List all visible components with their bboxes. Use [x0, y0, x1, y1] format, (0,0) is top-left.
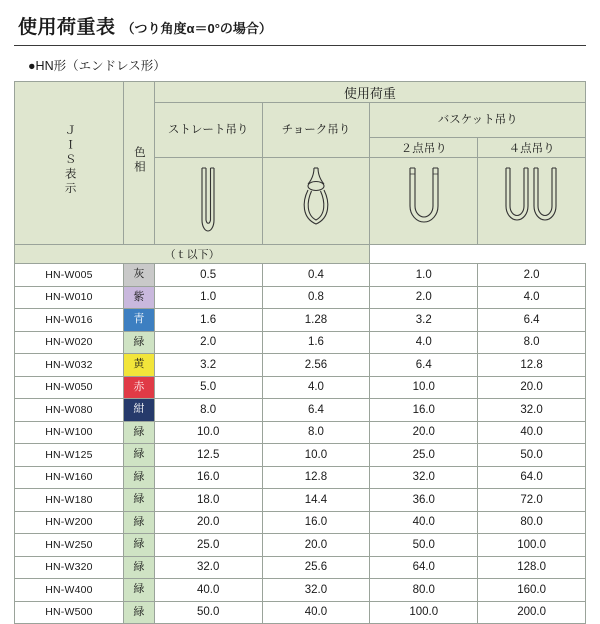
cell-choke-load: 14.4 — [262, 489, 370, 512]
basket-2point-sling-icon — [370, 158, 477, 244]
cell-color-swatch — [123, 511, 154, 534]
cell-color-swatch — [123, 331, 154, 354]
color-chip: 黄 — [124, 354, 154, 376]
cell-basket-4point-load: 100.0 — [478, 534, 586, 557]
header-jis — [15, 82, 124, 245]
cell-choke-load: 2.56 — [262, 354, 370, 377]
color-chip: 緑 — [124, 602, 154, 624]
cell-jis-model: HN-W010 — [15, 286, 124, 309]
cell-basket-4point-load: 4.0 — [478, 286, 586, 309]
table-row — [15, 489, 586, 512]
color-chip: 緑 — [124, 422, 154, 444]
cell-straight-load: 2.0 — [154, 331, 262, 354]
cell-straight-load: 1.6 — [154, 309, 262, 332]
cell-choke-load: 0.8 — [262, 286, 370, 309]
cell-choke-load: 1.6 — [262, 331, 370, 354]
cell-basket-2point-load: 10.0 — [370, 376, 478, 399]
cell-basket-2point-load: 1.0 — [370, 264, 478, 287]
cell-jis-model: HN-W400 — [15, 579, 124, 602]
cell-color-swatch — [123, 579, 154, 602]
cell-choke-load: 40.0 — [262, 601, 370, 624]
cell-basket-2point-load: 64.0 — [370, 556, 478, 579]
cell-basket-4point-load: 12.8 — [478, 354, 586, 377]
cell-jis-model: HN-W160 — [15, 466, 124, 489]
cell-basket-4point-load: 32.0 — [478, 399, 586, 422]
title-divider — [14, 45, 586, 46]
table-row — [15, 376, 586, 399]
header-usable-load: 使用荷重 — [154, 82, 585, 103]
cell-basket-2point-load: 16.0 — [370, 399, 478, 422]
table-row — [15, 534, 586, 557]
cell-choke-load: 16.0 — [262, 511, 370, 534]
table-row — [15, 309, 586, 332]
cell-basket-2point-load: 6.4 — [370, 354, 478, 377]
cell-basket-4point-load: 2.0 — [478, 264, 586, 287]
color-chip: 緑 — [124, 467, 154, 489]
cell-basket-2point-load: 20.0 — [370, 421, 478, 444]
cell-basket-4point-load: 40.0 — [478, 421, 586, 444]
color-chip: 緑 — [124, 512, 154, 534]
cell-basket-2point-load: 80.0 — [370, 579, 478, 602]
cell-color-swatch — [123, 376, 154, 399]
cell-color-swatch — [123, 601, 154, 624]
table-row — [15, 354, 586, 377]
cell-basket-4point-load: 128.0 — [478, 556, 586, 579]
cell-straight-load: 8.0 — [154, 399, 262, 422]
cell-straight-load: 25.0 — [154, 534, 262, 557]
cell-basket-4point-load: 200.0 — [478, 601, 586, 624]
cell-choke-load: 25.6 — [262, 556, 370, 579]
cell-basket-4point-load: 64.0 — [478, 466, 586, 489]
header-color — [123, 82, 154, 245]
cell-straight-load: 5.0 — [154, 376, 262, 399]
cell-basket-2point-load: 50.0 — [370, 534, 478, 557]
cell-straight-load: 20.0 — [154, 511, 262, 534]
cell-jis-model: HN-W200 — [15, 511, 124, 534]
basket-4point-illustration — [478, 158, 586, 245]
straight-sling-icon — [155, 158, 262, 244]
header-jis-label: ＪＩＳ表示 — [63, 123, 76, 197]
cell-choke-load: 10.0 — [262, 444, 370, 467]
cell-basket-2point-load: 25.0 — [370, 444, 478, 467]
header-color-label: 色相 — [132, 145, 145, 175]
cell-basket-2point-load: 3.2 — [370, 309, 478, 332]
color-chip: 緑 — [124, 444, 154, 466]
load-capacity-table — [14, 81, 586, 624]
cell-jis-model: HN-W180 — [15, 489, 124, 512]
cell-jis-model: HN-W032 — [15, 354, 124, 377]
cell-color-swatch — [123, 264, 154, 287]
table-row — [15, 601, 586, 624]
straight-sling-illustration — [154, 158, 262, 245]
table-body — [15, 264, 586, 624]
cell-basket-4point-load: 6.4 — [478, 309, 586, 332]
header-basket: バスケット吊り — [370, 103, 586, 138]
cell-straight-load: 40.0 — [154, 579, 262, 602]
cell-color-swatch — [123, 354, 154, 377]
cell-color-swatch — [123, 421, 154, 444]
cell-jis-model: HN-W020 — [15, 331, 124, 354]
cell-color-swatch — [123, 399, 154, 422]
cell-color-swatch — [123, 444, 154, 467]
table-row — [15, 264, 586, 287]
cell-color-swatch — [123, 466, 154, 489]
cell-jis-model: HN-W100 — [15, 421, 124, 444]
cell-choke-load: 4.0 — [262, 376, 370, 399]
cell-straight-load: 50.0 — [154, 601, 262, 624]
color-chip: 緑 — [124, 332, 154, 354]
choke-sling-illustration — [262, 158, 370, 245]
choke-sling-icon — [263, 158, 370, 244]
header-basket-4point: ４点吊り — [478, 138, 586, 158]
cell-basket-4point-load: 72.0 — [478, 489, 586, 512]
table-row — [15, 286, 586, 309]
page-title — [14, 10, 586, 45]
cell-jis-model: HN-W080 — [15, 399, 124, 422]
table-row — [15, 579, 586, 602]
basket-2point-illustration — [370, 158, 478, 245]
header-choke: チョーク吊り — [262, 103, 370, 158]
color-chip: 青 — [124, 309, 154, 331]
cell-basket-4point-load: 50.0 — [478, 444, 586, 467]
cell-straight-load: 0.5 — [154, 264, 262, 287]
table-row — [15, 444, 586, 467]
title-main-text: 使用荷重表 — [18, 17, 116, 38]
color-chip: 緑 — [124, 489, 154, 511]
unit-note: （ｔ以下） — [15, 245, 370, 264]
cell-choke-load: 32.0 — [262, 579, 370, 602]
cell-straight-load: 12.5 — [154, 444, 262, 467]
cell-basket-2point-load: 40.0 — [370, 511, 478, 534]
section-subtitle: ●HN形（エンドレス形） — [28, 59, 166, 73]
cell-choke-load: 1.28 — [262, 309, 370, 332]
color-chip: 緑 — [124, 534, 154, 556]
color-chip: 紺 — [124, 399, 154, 421]
color-chip: 紫 — [124, 287, 154, 309]
cell-choke-load: 20.0 — [262, 534, 370, 557]
cell-color-swatch — [123, 489, 154, 512]
header-straight: ストレート吊り — [154, 103, 262, 158]
table-row — [15, 511, 586, 534]
table-row — [15, 421, 586, 444]
cell-jis-model: HN-W320 — [15, 556, 124, 579]
cell-basket-2point-load: 100.0 — [370, 601, 478, 624]
table-unit-row — [15, 245, 586, 264]
cell-choke-load: 12.8 — [262, 466, 370, 489]
table-row — [15, 331, 586, 354]
cell-choke-load: 0.4 — [262, 264, 370, 287]
cell-jis-model: HN-W016 — [15, 309, 124, 332]
cell-color-swatch — [123, 309, 154, 332]
cell-straight-load: 1.0 — [154, 286, 262, 309]
cell-basket-4point-load: 160.0 — [478, 579, 586, 602]
cell-jis-model: HN-W005 — [15, 264, 124, 287]
table-row — [15, 466, 586, 489]
cell-basket-2point-load: 4.0 — [370, 331, 478, 354]
basket-4point-sling-icon — [478, 158, 585, 244]
color-chip: 灰 — [124, 264, 154, 286]
cell-basket-4point-load: 20.0 — [478, 376, 586, 399]
cell-basket-4point-load: 8.0 — [478, 331, 586, 354]
title-sub-text: （つり角度α＝0°の場合） — [121, 21, 272, 36]
cell-basket-4point-load: 80.0 — [478, 511, 586, 534]
color-chip: 緑 — [124, 557, 154, 579]
cell-basket-2point-load: 32.0 — [370, 466, 478, 489]
cell-choke-load: 8.0 — [262, 421, 370, 444]
table-header-group-row — [15, 82, 586, 103]
cell-color-swatch — [123, 556, 154, 579]
cell-basket-2point-load: 36.0 — [370, 489, 478, 512]
cell-jis-model: HN-W050 — [15, 376, 124, 399]
cell-straight-load: 32.0 — [154, 556, 262, 579]
cell-jis-model: HN-W125 — [15, 444, 124, 467]
cell-basket-2point-load: 2.0 — [370, 286, 478, 309]
cell-color-swatch — [123, 286, 154, 309]
color-chip: 赤 — [124, 377, 154, 399]
cell-jis-model: HN-W500 — [15, 601, 124, 624]
cell-straight-load: 3.2 — [154, 354, 262, 377]
color-chip: 緑 — [124, 579, 154, 601]
cell-jis-model: HN-W250 — [15, 534, 124, 557]
cell-straight-load: 18.0 — [154, 489, 262, 512]
table-row — [15, 556, 586, 579]
cell-color-swatch — [123, 534, 154, 557]
cell-choke-load: 6.4 — [262, 399, 370, 422]
cell-straight-load: 10.0 — [154, 421, 262, 444]
table-row — [15, 399, 586, 422]
cell-straight-load: 16.0 — [154, 466, 262, 489]
header-basket-2point: ２点吊り — [370, 138, 478, 158]
